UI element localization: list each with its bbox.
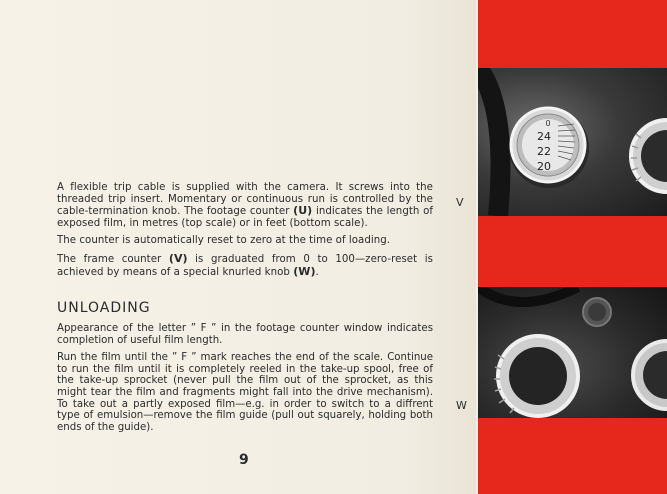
paragraph-trip-cable: A flexible trip cable is supplied with the camera. It screws into the threaded trip insert. Momentary or continuous run is controlled by the cable-termination knob. The footage counter (U) indicates the length of exposed film, in metres (top scale) or in feet (bottom scale).	[57, 182, 433, 229]
paragraph-counter-reset: The counter is automatically reset to zero at the time of loading.	[57, 235, 391, 247]
paragraph-f-letter: Appearance of the letter ” F ” in the footage counter window indicates completion of useful film length.	[57, 323, 433, 346]
camera-body-edge	[478, 68, 501, 216]
ref-u: (U)	[293, 204, 313, 218]
body-text-lower	[57, 323, 433, 439]
body-text-upper	[57, 182, 433, 284]
knurled-knob-illustration	[478, 287, 667, 418]
counter-number-24: 24	[537, 130, 551, 143]
screw-center	[588, 303, 606, 321]
figure-label-v: V	[456, 196, 464, 209]
page-number: 9	[239, 452, 249, 468]
knurled-knob-center	[509, 347, 567, 405]
camera-body-curve	[478, 287, 578, 302]
ref-w: (W)	[293, 264, 316, 278]
counter-number-20: 20	[537, 160, 551, 173]
paragraph-run-film: Run the film until the ” F ” mark reaches the end of the scale. Continue to run the film until it is completely reeled in the take-up spool, free of the take-up sprocket (never pull the film out of the sprocket, as this might tear the film and fragments might fall into the drive mechanism). To take out a partly exposed film—e.g. in order to switch to a diffrent type of emulsion—remove the film guide (pull out squarely, holding both ends of the guide).	[57, 352, 433, 433]
paragraph-frame-counter: The frame counter (V) is graduated from 0 to 100—zero-reset is achieved by means of a special knurled knob (W).	[57, 251, 433, 278]
counter-number-22: 22	[537, 145, 551, 158]
counter-number-0: 0	[545, 119, 551, 128]
ref-v: (V)	[168, 251, 188, 265]
photo-frame-counter	[478, 68, 667, 216]
figure-label-w: W	[456, 399, 467, 412]
photo-knurled-knob	[478, 287, 667, 418]
section-heading-unloading: UNLOADING	[57, 300, 151, 316]
frame-counter-illustration	[478, 68, 667, 216]
